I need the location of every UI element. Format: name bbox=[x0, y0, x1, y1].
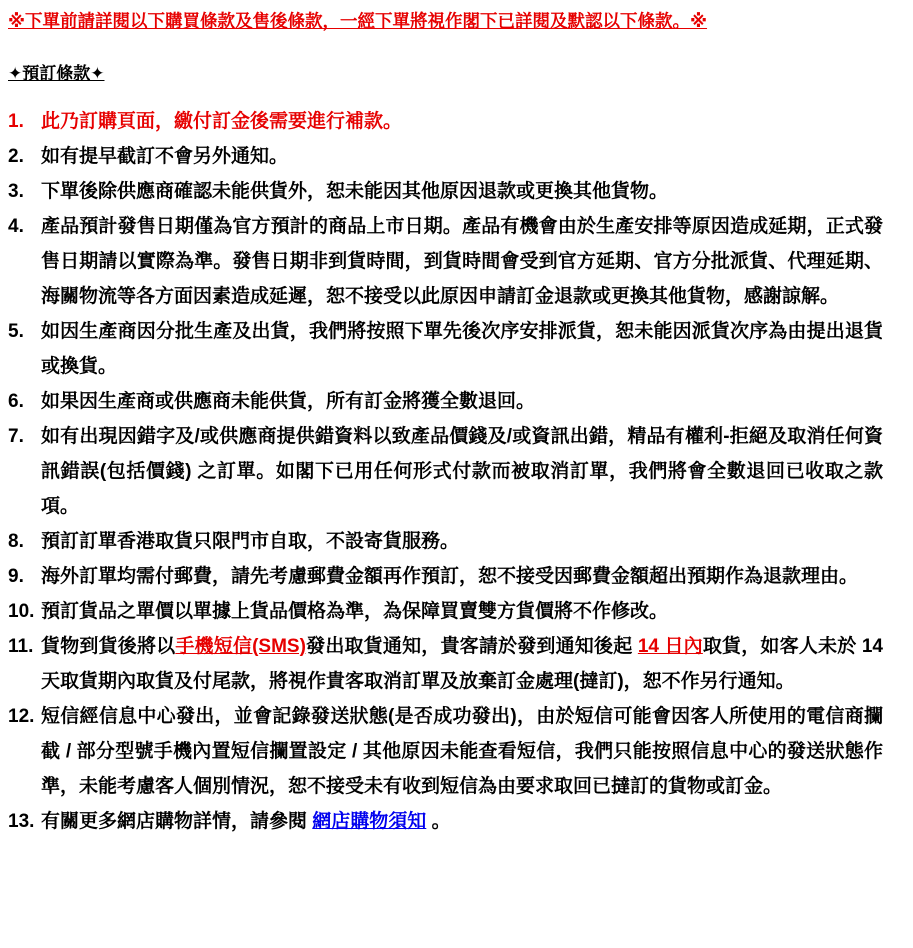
term-number: 1. bbox=[8, 110, 24, 132]
term-number: 8. bbox=[8, 530, 24, 552]
term-text-segment: 短信經信息中心發出，並會記錄發送狀態(是否成功發出)，由於短信可能會因客人所使用的電信商攔截 / 部分型號手機內置短信攔置設定 / 其他原因未能查看短信，我們只能按照信息中心的發送狀態作準，未能考慮客人個別情況，恕不接受未有收到短信為由要求取回已撻訂的貨物或訂金。 bbox=[41, 705, 883, 797]
term-number: 13. bbox=[8, 810, 35, 832]
term-text bbox=[41, 594, 883, 629]
term-text bbox=[41, 139, 883, 174]
term-text-segment: 如有出現因錯字及/或供應商提供錯資料以致產品價錢及/或資訊出錯，精品有權利-拒絕及取消任何資訊錯誤(包括價錢) 之訂單。如閣下已用任何形式付款而被取消訂單，我們將會全數退回已收取之款項。 bbox=[41, 425, 883, 517]
term-text-segment: 下單後除供應商確認未能供貨外，恕未能因其他原因退款或更換其他貨物。 bbox=[41, 180, 669, 202]
term-text-segment: 發出取貨通知，貴客請於發到通知後起 bbox=[305, 635, 638, 657]
purchase-notice-header: ※下單前請詳閱以下購買條款及售後條款，一經下單將視作閣下已詳閱及默認以下條款。※ bbox=[8, 11, 708, 31]
term-number: 9. bbox=[8, 565, 24, 587]
term-text-segment: 有關更多網店購物詳情，請參閱 bbox=[41, 810, 313, 832]
term-text bbox=[41, 174, 883, 209]
terms-list bbox=[8, 104, 883, 839]
term-item bbox=[8, 594, 883, 629]
term-text bbox=[41, 104, 883, 139]
term-text-segment: 如果因生產商或供應商未能供貨，所有訂金將獲全數退回。 bbox=[41, 390, 536, 412]
term-number: 3. bbox=[8, 180, 24, 202]
shop-guide-link[interactable]: 網店購物須知 bbox=[312, 810, 427, 832]
term-item bbox=[8, 174, 883, 209]
term-text-segment: 預訂貨品之單價以單據上貨品價格為準，為保障買賣雙方貨價將不作修改。 bbox=[41, 600, 669, 622]
term-text-segment: 產品預計發售日期僅為官方預計的商品上市日期。產品有機會由於生產安排等原因造成延期，正式發售日期請以實際為準。發售日期非到貨時間，到貨時間會受到官方延期、官方分批派貨、代理延期、海關物流等各方面因素造成延遲，恕不接受以此原因申請訂金退款或更換其他貨物，感謝諒解。 bbox=[41, 215, 883, 307]
term-item bbox=[8, 524, 883, 559]
term-text bbox=[41, 314, 883, 384]
term-text-segment: 。 bbox=[426, 810, 451, 832]
term-number: 6. bbox=[8, 390, 24, 412]
term-number: 5. bbox=[8, 320, 24, 342]
term-item bbox=[8, 104, 883, 139]
term-text bbox=[41, 629, 883, 699]
term-text bbox=[41, 419, 883, 524]
term-item bbox=[8, 419, 883, 524]
term-number: 12. bbox=[8, 705, 35, 727]
term-text-segment: 海外訂單均需付郵費，請先考慮郵費金額再作預訂，恕不接受因郵費金額超出預期作為退款理由。 bbox=[41, 565, 859, 587]
term-text-segment: 貨物到貨後將以 bbox=[41, 635, 176, 657]
term-item bbox=[8, 699, 883, 804]
term-text-segment: 預訂訂單香港取貨只限門市自取，不設寄貨服務。 bbox=[41, 530, 460, 552]
term-number: 10. bbox=[8, 600, 35, 622]
section-title-preorder-terms: ✦預訂條款✦ bbox=[8, 63, 105, 83]
term-item bbox=[8, 314, 883, 384]
term-text bbox=[41, 384, 883, 419]
term-item bbox=[8, 139, 883, 174]
term-text-segment: 如有提早截訂不會另外通知。 bbox=[41, 145, 289, 167]
term-number: 7. bbox=[8, 425, 24, 447]
term-item bbox=[8, 559, 883, 594]
term-number: 11. bbox=[8, 635, 34, 657]
pickup-deadline-emphasis: 14 日內 bbox=[637, 635, 703, 657]
term-item bbox=[8, 629, 883, 699]
term-number: 4. bbox=[8, 215, 24, 237]
term-text bbox=[41, 804, 883, 839]
term-text bbox=[41, 524, 883, 559]
term-text-segment: 如因生產商因分批生產及出貨，我們將按照下單先後次序安排派貨，恕未能因派貨次序為由提出退貨或換貨。 bbox=[41, 320, 883, 377]
term-text-segment: 取貨，如客人未於 14 天取貨期內取貨及付尾款，將視作貴客取消訂單及放棄訂金處理(撻訂)，恕不作另行通知。 bbox=[41, 635, 883, 692]
term-text-segment: 此乃訂購頁面，繳付訂金後需要進行補款。 bbox=[41, 110, 403, 132]
term-text bbox=[41, 559, 883, 594]
term-text bbox=[41, 699, 883, 804]
term-text bbox=[41, 209, 883, 314]
term-item bbox=[8, 384, 883, 419]
sms-notice-emphasis: 手機短信(SMS) bbox=[175, 635, 306, 657]
term-number: 2. bbox=[8, 145, 24, 167]
term-item bbox=[8, 209, 883, 314]
term-item bbox=[8, 804, 883, 839]
